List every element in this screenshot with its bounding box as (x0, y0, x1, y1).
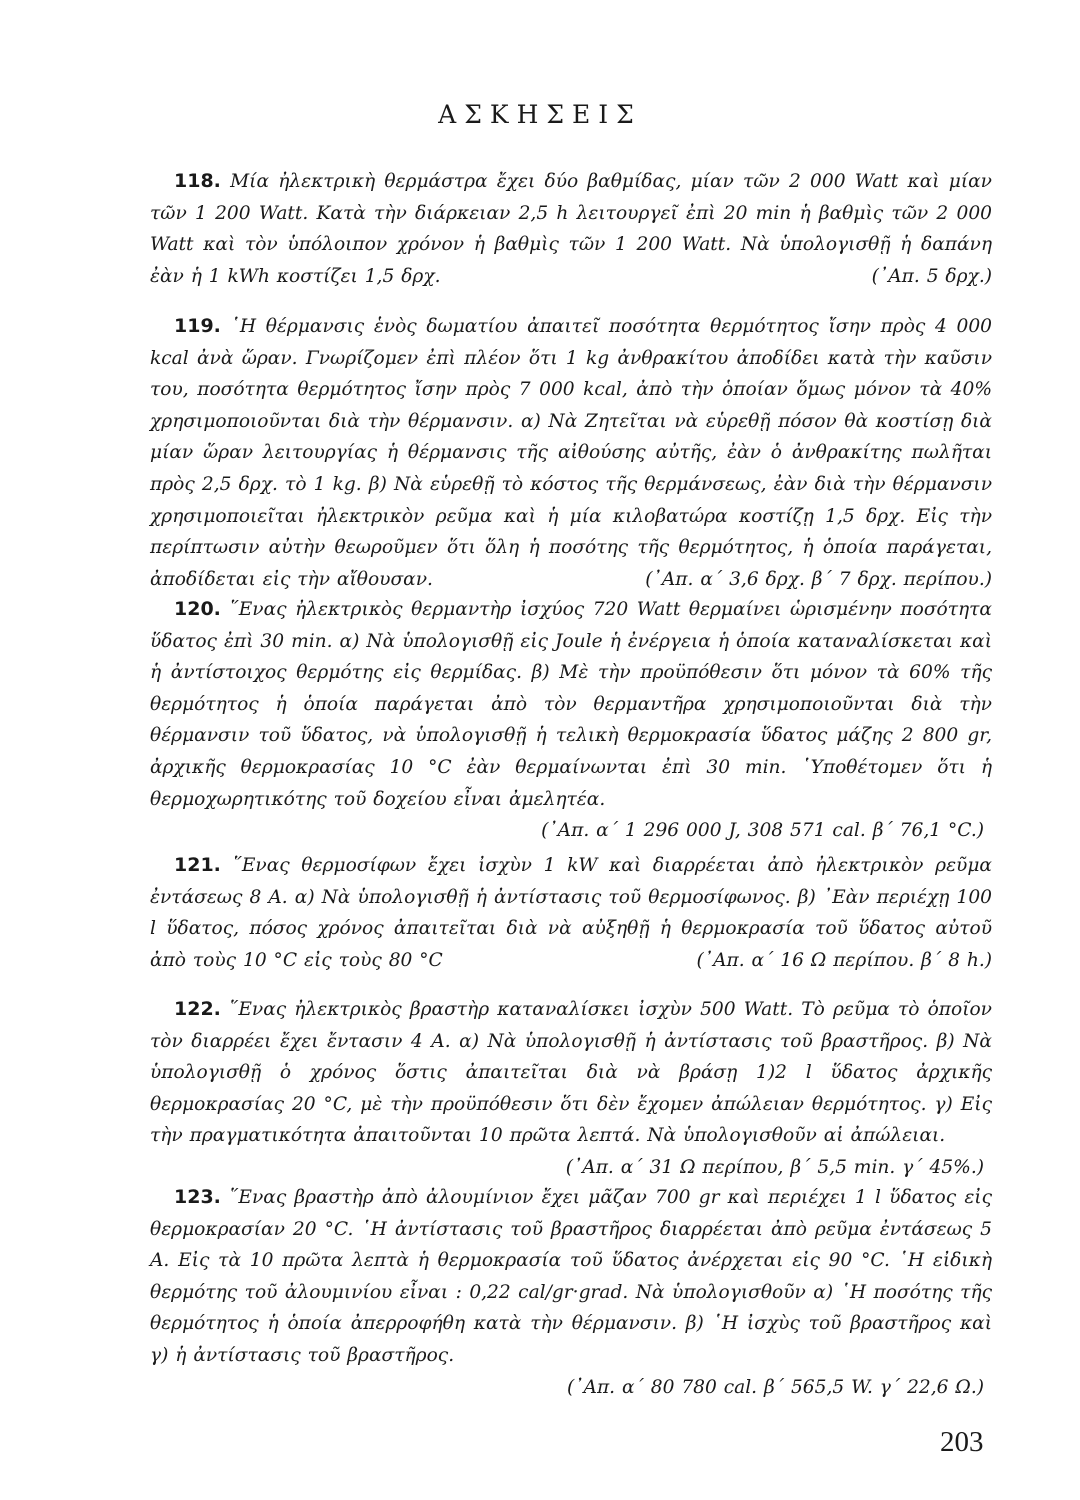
exercise-text: ῾Η θέρμανσις ἑνὸς δωματίου ἀπαιτεῖ ποσότητα θερμότητος ἴσην πρὸς 4 000 kcal ἀνὰ ὥραν. Γνωρίζομεν ἐπὶ πλέον ὅτι 1 kg ἀνθρακίτου ἀποδίδει κατὰ τὴν καῦσιν του, ποσότητα θερμότητος ἴσην πρὸς 7 000 kcal, ἀπὸ τὴν ὁποίαν ὅμως μόνον τὰ 40% χρησιμοποιοῦνται διὰ τὴν θέρμανσιν. α) Νὰ Ζητεῖται νὰ εὑρεθῇ πόσον θὰ κοστίσῃ διὰ μίαν ὥραν λειτουργίας ἡ θέρμανσις τῆς αἰθούσης αὐτῆς, ἐὰν ὁ ἀνθρακίτης πωλῆται πρὸς 2,5 δρχ. τὸ 1 kg. β) Νὰ εὑρεθῇ τὸ κόστος τῆς θερμάνσεως, ἐὰν διὰ τὴν θέρμανσιν χρησιμοποιεῖται ἠλεκτρικὸν ρεῦμα καὶ ἡ μία κιλοβατώρα κοστίζῃ 1,5 δρχ. Εἰς τὴν περίπτωσιν αὐτὴν θεωροῦμεν ὅτι ὅλη ἡ ποσότης τῆς θερμότητος, ἡ ὁποία παράγεται, ἀποδίδεται εἰς τὴν αἴθουσαν. (150, 316, 992, 590)
exercise-123 (150, 1182, 992, 1403)
exercise-answer: (᾿Απ. α΄ 16 Ω περίπου. β΄ 8 h.) (696, 949, 992, 971)
exercise-120 (150, 594, 992, 847)
exercise-number: 118. (174, 170, 221, 192)
exercise-answer: (᾿Απ. α΄ 31 Ω περίπου, β΄ 5,5 min. γ΄ 45%.) (565, 1156, 984, 1178)
page-number: 203 (940, 1426, 984, 1458)
exercise-number: 120. (174, 598, 221, 620)
exercise-text: ῞Ενας ἠλεκτρικὸς θερμαντὴρ ἰσχύος 720 Watt θερμαίνει ὡρισμένην ποσότητα ὕδατος ἐπὶ 30 min. α) Νὰ ὑπολογισθῇ εἰς Joule ἡ ἐνέργεια ἡ ὁποία καταναλίσκεται καὶ ἡ ἀντίστοιχος θερμότης εἰς θερμίδας. β) Μὲ τὴν προϋπόθεσιν ὅτι μόνον τὰ 60% τῆς θερμότητος ἡ ὁποία παράγεται ἀπὸ τὸν θερμαντῆρα χρησιμοποιοῦνται διὰ τὴν θέρμανσιν τοῦ ὕδατος, νὰ ὑπολογισθῇ ἡ τελικὴ θερμοκρασία ὕδατος μάζης 2 800 gr, ἀρχικῆς θερμοκρασίας 10 °C ἐὰν θερμαίνωνται ἐπὶ 30 min. ῾Υποθέτομεν ὅτι ἡ θερμοχωρητικότης τοῦ δοχείου εἶναι ἀμελητέα. (150, 599, 993, 810)
exercise-text: ῞Ενας ἠλεκτρικὸς βραστὴρ καταναλίσκει ἰσχὺν 500 Watt. Τὸ ρεῦμα τὸ ὁποῖον τὸν διαρρέει ἔχει ἔντασιν 4 A. α) Νὰ ὑπολογισθῇ ἡ ἀντίστασις τοῦ βραστῆρος. β) Νὰ ὑπολογισθῇ ὁ χρόνος ὅστις ἀπαιτεῖται διὰ νὰ βράσῃ 1)2 l ὕδατος ἀρχικῆς θερμοκρασίας 20 °C, μὲ τὴν προϋπόθεσιν ὅτι δὲν ἔχομεν ἀπώλειαν θερμότητος. γ) Εἰς τὴν πραγματικότητα ἀπαιτοῦνται 10 πρῶτα λεπτά. Νὰ ὑπολογισθοῦν αἱ ἀπώλειαι. (150, 999, 992, 1147)
exercise-number: 119. (174, 315, 221, 337)
exercise-answer: (᾿Απ. α΄ 3,6 δρχ. β΄ 7 δρχ. περίπου.) (645, 568, 992, 590)
exercise-text: Μία ἠλεκτρικὴ θερμάστρα ἔχει δύο βαθμίδας, μίαν τῶν 2 000 Watt καὶ μίαν τῶν 1 200 Watt. Κατὰ τὴν διάρκειαν 2,5 h λειτουργεῖ ἐπὶ 20 min ἡ βαθμὶς τῶν 2 000 Watt καὶ τὸν ὑπόλοιπον χρόνον ἡ βαθμὶς τῶν 1 200 Watt. Νὰ ὑπολογισθῇ ἡ δαπάνη ἐὰν ἡ 1 kWh κοστίζει 1,5 δρχ. (150, 171, 992, 287)
exercise-122 (150, 994, 992, 1184)
exercise-119 (150, 311, 992, 595)
exercise-text: ῞Ενας βραστὴρ ἀπὸ ἀλουμίνιον ἔχει μᾶζαν 700 gr καὶ περιέχει 1 l ὕδατος εἰς θερμοκρασίαν 20 °C. ῾Η ἀντίστασις τοῦ βραστῆρος διαρρέεται ἀπὸ ρεῦμα ἐντάσεως 5 A. Εἰς τὰ 10 πρῶτα λεπτὰ ἡ θερμοκρασία τοῦ ὕδατος ἀνέρχεται εἰς 90 °C. ῾Η εἰδικὴ θερμότης τοῦ ἀλουμινίου εἶναι : 0,22 cal/gr·grad. Νὰ ὑπολογισθοῦν α) ῾Η ποσότης τῆς θερμότητος ἡ ὁποία ἀπερροφήθη κατὰ τὴν θέρμανσιν. β) ῾Η ἰσχὺς τοῦ βραστῆρος καὶ γ) ἡ ἀντίστασις τοῦ βραστῆρος. (150, 1187, 992, 1366)
exercise-number: 121. (174, 854, 221, 876)
exercise-number: 123. (174, 1186, 221, 1208)
exercise-text: ῞Ενας θερμοσίφων ἔχει ἰσχὺν 1 kW καὶ διαρρέεται ἀπὸ ἠλεκτρικὸν ρεῦμα ἐντάσεως 8 A. α) Νὰ ὑπολογισθῇ ἡ ἀντίστασις τοῦ θερμοσίφωνος. β) ᾿Εὰν περιέχῃ 100 l ὕδατος, πόσος χρόνος ἀπαιτεῖται διὰ νὰ αὐξηθῇ ἡ θερμοκρασία τοῦ ὕδατος αὐτοῦ ἀπὸ τοὺς 10 °C εἰς τοὺς 80 °C (150, 855, 992, 971)
exercise-number: 122. (174, 998, 221, 1020)
exercise-answer: (᾿Απ. α΄ 80 780 cal. β΄ 565,5 W. γ΄ 22,6 Ω.) (566, 1376, 984, 1398)
page-title: ΑΣΚΗΣΕΙΣ (438, 100, 642, 129)
exercise-118 (150, 166, 992, 292)
exercise-answer: (᾿Απ. α΄ 1 296 000 J, 308 571 cal. β΄ 76,1 °C.) (541, 820, 984, 842)
exercise-121 (150, 850, 992, 976)
exercise-answer: (᾿Απ. 5 δρχ.) (871, 265, 992, 287)
